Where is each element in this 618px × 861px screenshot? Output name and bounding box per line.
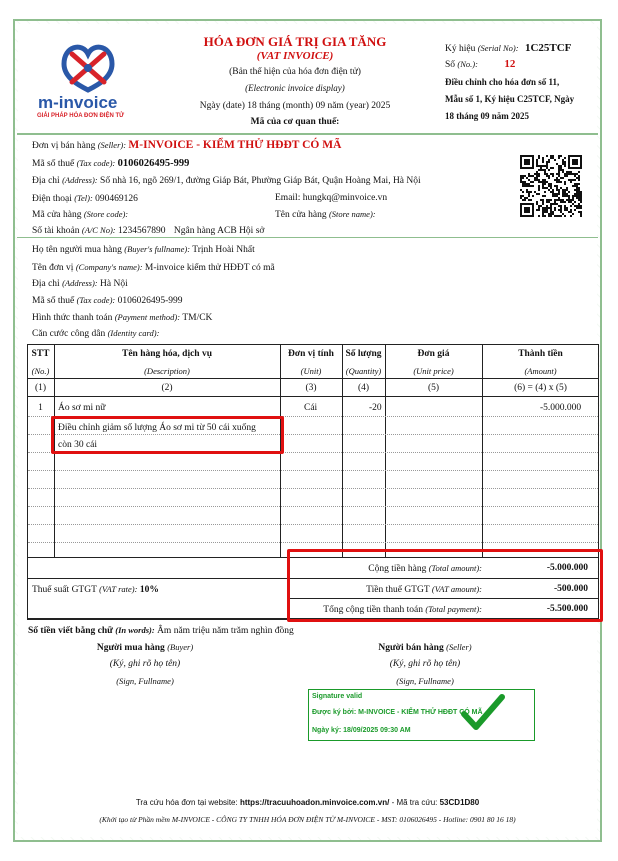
col-header-stt: STT bbox=[31, 349, 50, 359]
invoice-number: 12 bbox=[504, 58, 516, 70]
buyer-address: Hà Nội bbox=[100, 279, 128, 289]
vat-amount-value: -500.000 bbox=[553, 584, 588, 594]
seller-store-name-row: Tên cửa hàng (Store name): bbox=[275, 209, 376, 220]
totals-highlight bbox=[287, 549, 603, 622]
buyer-company: M-invoice kiểm thử HĐĐT có mã bbox=[144, 263, 275, 273]
seller-bank: Ngân hàng ACB Hội sở bbox=[173, 226, 265, 236]
row-separator bbox=[28, 524, 598, 525]
adjust-line-1: Điều chỉnh cho hóa đơn số 11, bbox=[445, 77, 560, 87]
total-payment-value: -5.500.000 bbox=[546, 604, 588, 614]
seller-tax-row: Mã số thuế (Tax code): 0106026495-999 bbox=[32, 158, 190, 169]
logo-tagline: GIẢI PHÁP HÓA ĐƠN ĐIỆN TỬ bbox=[37, 113, 125, 119]
serial-row: Ký hiệu (Serial No): 1C25TCF bbox=[445, 42, 572, 54]
signature-valid-box bbox=[308, 689, 535, 741]
vat-rate-value: 10% bbox=[139, 585, 159, 595]
number-row: Số (No.): 12 bbox=[445, 58, 516, 70]
total-amount-value: -5.000.000 bbox=[546, 563, 588, 573]
seller-email-row: Email: hungkq@minvoice.vn bbox=[275, 193, 388, 203]
row-separator bbox=[28, 542, 598, 543]
buyer-signature-title: Người mua hàng (Buyer) bbox=[96, 642, 194, 653]
seller-address: Số nhà 16, ngõ 269/1, đường Giáp Bát, Phường Giáp Bát, Quận Hoàng Mai, Hà Nội bbox=[100, 176, 421, 186]
buyer-payment-row: Hình thức thanh toán (Payment method): TM/CK bbox=[32, 312, 213, 323]
logo-text: m-invoice bbox=[38, 93, 118, 112]
row-separator bbox=[28, 506, 598, 507]
seller-store-code-row: Mã cửa hàng (Store code): bbox=[32, 209, 129, 220]
buyer-id-row: Căn cước công dân (Identity card): bbox=[32, 328, 160, 339]
header-separator bbox=[17, 133, 598, 135]
adjust-line-3: 18 tháng 09 năm 2025 bbox=[445, 111, 530, 121]
lookup-url[interactable]: https://tracuuhoadon.minvoice.com.vn/ bbox=[239, 798, 390, 807]
buyer-company-row: Tên đơn vị (Company's name): M-invoice kiểm thử HĐĐT có mã bbox=[32, 262, 275, 273]
buyer-tax: 0106026495-999 bbox=[117, 296, 183, 306]
lookup-code: 53CD1D80 bbox=[439, 798, 480, 807]
lookup-line: Tra cứu hóa đơn tại website: https://tracuuhoadon.minvoice.com.vn/ - Mã tra cứu: 53CD1D80 bbox=[135, 798, 480, 807]
col-header-unit-price: Đơn giá bbox=[417, 349, 450, 359]
seller-name: M-INVOICE - KIỂM THỬ HĐĐT CÓ MÃ bbox=[128, 139, 342, 151]
seller-tel-row: Điện thoại (Tel): 090469126 bbox=[32, 193, 138, 204]
seller-tel: 090469126 bbox=[95, 194, 138, 204]
amount-in-words: Âm năm triệu năm trăm nghìn đồng bbox=[157, 626, 294, 636]
signature-signed-by: Được ký bởi: M-INVOICE - KIỂM THỬ HĐĐT CÓ MÃ bbox=[312, 709, 483, 716]
qr-code-icon bbox=[520, 155, 582, 217]
display-en: (Electronic invoice display) bbox=[245, 83, 345, 93]
seller-address-row: Địa chỉ (Address): Số nhà 16, ngõ 269/1, đường Giáp Bát, Phường Giáp Bát, Quận Hoàng Mai, Hà Nội bbox=[32, 175, 421, 186]
buyer-tax-row: Mã số thuế (Tax code): 0106026495-999 bbox=[32, 295, 183, 306]
buyer-address-row: Địa chỉ (Address): Hà Nội bbox=[32, 278, 128, 289]
adjustment-note-highlight bbox=[51, 416, 284, 454]
signature-date: Ngày ký: 18/09/2025 09:30 AM bbox=[312, 727, 411, 734]
seller-email: hungkq@minvoice.vn bbox=[302, 193, 388, 203]
seller-separator bbox=[17, 237, 598, 238]
col-header-description: Tên hàng hóa, dịch vụ bbox=[121, 349, 213, 359]
invoice-date: Ngày (date) 18 tháng (month) 09 năm (year) 2025 bbox=[199, 101, 391, 111]
amount-in-words-row: Số tiền viết bằng chữ (In words): Âm năm triệu năm trăm nghìn đồng bbox=[28, 625, 294, 636]
buyer-name: Trịnh Hoài Nhất bbox=[192, 245, 255, 255]
col-header-amount: Thành tiền bbox=[518, 349, 563, 359]
col-header-quantity: Số lượng bbox=[345, 349, 382, 359]
total-payment-label: Tổng cộng tiền thanh toán (Total payment): bbox=[323, 604, 482, 615]
seller-account-row: Số tài khoản (A/C No): 1234567890 Ngân hàng ACB Hội sở bbox=[32, 225, 265, 236]
seller-signature-title: Người bán hàng (Seller) bbox=[378, 642, 472, 653]
serial-value: 1C25TCF bbox=[524, 42, 572, 54]
invoice-title: HÓA ĐƠN GIÁ TRỊ GIA TĂNG bbox=[203, 34, 387, 49]
seller-account: 1234567890 bbox=[118, 226, 166, 236]
logo-mark-icon bbox=[28, 40, 148, 100]
m-invoice-logo bbox=[28, 40, 148, 120]
tax-authority-code: Mã của cơ quan thuế: bbox=[250, 117, 340, 127]
row-separator bbox=[28, 470, 598, 471]
adjust-line-2: Mẫu số 1, Ký hiệu C25TCF, Ngày bbox=[445, 94, 575, 104]
total-amount-label: Cộng tiền hàng (Total amount): bbox=[368, 563, 482, 574]
row-separator bbox=[28, 488, 598, 489]
signature-valid-title: Signature valid bbox=[312, 693, 363, 700]
invoice-title-en: (VAT INVOICE) bbox=[256, 50, 334, 62]
seller-name-row: Đơn vị bán hàng (Seller): M-INVOICE - KIỂM THỬ HĐĐT CÓ MÃ bbox=[32, 139, 342, 151]
vat-amount-label: Tiền thuế GTGT (VAT amount): bbox=[366, 584, 482, 595]
software-credit: (Khởi tạo từ Phần mềm M-INVOICE - CÔNG TY TNHH HÓA ĐƠN ĐIỆN TỬ M-INVOICE - MST: 0106026495 - Hotline: 0901 80 16 18) bbox=[99, 815, 516, 824]
checkmark-icon bbox=[461, 694, 505, 732]
display-vi: (Bản thể hiện của hóa đơn điện tử) bbox=[229, 67, 361, 77]
col-header-unit: Đơn vị tính bbox=[288, 349, 334, 359]
buyer-payment: TM/CK bbox=[182, 313, 213, 323]
seller-tax: 0106026495-999 bbox=[117, 158, 190, 169]
buyer-name-row: Họ tên người mua hàng (Buyer's fullname): Trịnh Hoài Nhất bbox=[32, 244, 255, 255]
vat-rate-row: Thuế suất GTGT (VAT rate): 10% bbox=[32, 584, 159, 595]
